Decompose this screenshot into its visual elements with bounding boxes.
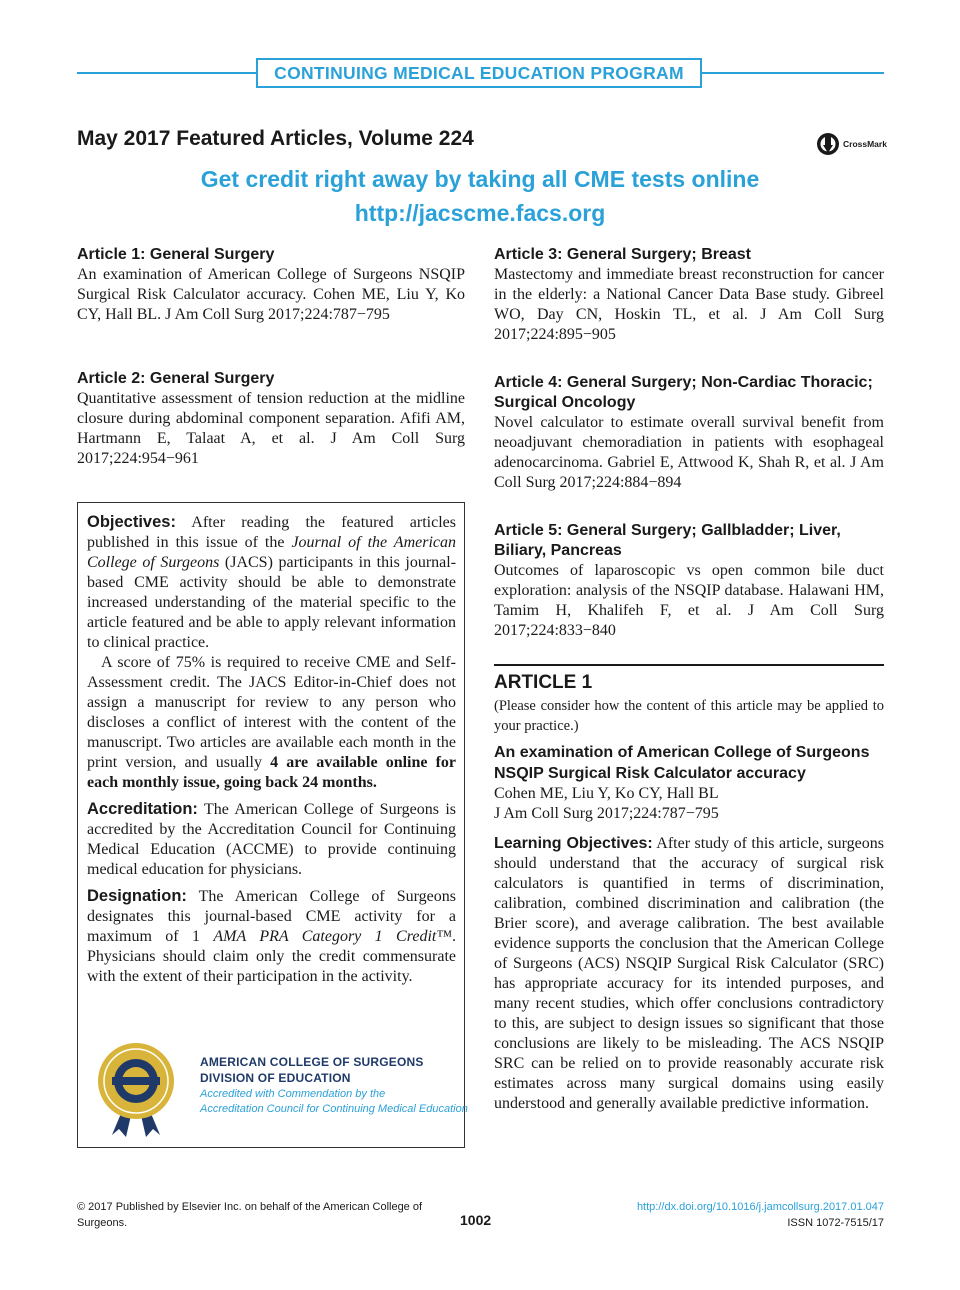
score-bold-text: 4 are available online for each monthly issue, going back 24 months. [87,754,457,791]
score-paragraph [87,653,456,793]
issn: ISSN 1072-7515/17 [787,1217,884,1229]
section-divider [494,664,884,666]
designation-text-1: The American College of Surgeons designates this journal-based CME activity for a maximum of 1 [87,888,456,945]
acs-line-2: DIVISION OF EDUCATION [200,1071,351,1085]
article-citation: Outcomes of laparoscopic vs open common bile duct exploration: analysis of the NSQIP database. Halawani HM, Tamim H, Khalifeh F, et al. J Am Coll Surg 2017;224:833−840 [494,562,884,639]
objectives-label: Objectives: [87,513,176,531]
designation-credit: AMA PRA Category 1 Credit™ [213,928,453,945]
program-banner: CONTINUING MEDICAL EDUCATION PROGRAM [256,58,702,88]
objectives-paragraph [87,512,456,653]
article-citation: Mastectomy and immediate breast reconstruction for cancer in the elderly: a National Cancer Data Base study. Gibreel WO, Day CN, Hoskin TL, et al. J Am Coll Surg 2017;224:895−905 [494,266,884,343]
accreditation-paragraph [87,799,456,880]
learning-objectives-text: After study of this article, surgeons should understand that the accuracy of surgical risk calculators is quantified in terms of discrimination, calibration, combined discrimination and calibration (the Brier score), and average calibration. The best available evidence supports the conclusion that the American College of Surgeons (ACS) NSQIP Surgical Risk Calculator (SRC) has appropriate accuracy for its intended purposes, and many recent studies, which offer conclusions contradictory to this, are subject to design issues so significant that those conclusions are likely to be misleading. The ACS NSQIP SRC can be relied on to provide reasonably accurate risk estimates across many surgical domains using easily understood and generally available predictive information. [494,835,884,1112]
doi-link[interactable]: http://dx.doi.org/10.1016/j.jamcollsurg.2017.01.047 [636,1201,884,1213]
accme-seal-icon [84,1041,188,1139]
acs-division-name [200,1054,424,1086]
article-1-citation: J Am Coll Surg 2017;224:787−795 [494,805,719,822]
acs-line-1: AMERICAN COLLEGE OF SURGEONS [200,1055,424,1069]
article-summary-3 [494,245,884,345]
cme-text-block [87,512,456,987]
learning-objectives-label: Learning Objectives: [494,835,653,852]
article-summary-1 [77,245,465,325]
crossmark-badge[interactable] [816,132,887,156]
footer-copyright: © 2017 Published by Elsevier Inc. on behalf of the American College of Surgeons. [77,1201,423,1229]
learning-objectives-paragraph [494,834,884,1114]
acs-line-3: Accredited with Commendation by the [200,1088,386,1100]
article-1-authors: Cohen ME, Liu Y, Ko CY, Hall BL [494,785,719,802]
score-text: A score of 75% is required to receive CME and Self-Assessment credit. The JACS Editor-in-Chief does not assign a manuscript for review to any person who discloses a conflict of interest with the content of the manuscript. Two articles are available each month in the print version, and usually [87,654,456,771]
objectives-text-2: (JACS) participants in this journal-based CME activity should be able to demonstrate increased understanding of the material specific to the article featured and be able to apply relevant information to clinical practice. [87,554,457,651]
page-number: 1002 [460,1212,492,1228]
article-heading: Article 3: General Surgery; Breast [494,246,751,263]
article-1-title: An examination of American College of Surgeons NSQIP Surgical Risk Calculator accuracy [494,744,870,782]
article-1-note: (Please consider how the content of this article may be applied to your practice.) [494,698,884,734]
objectives-text-1: After reading the featured articles published in this issue of the [87,514,456,551]
designation-text-2: . Physicians should claim only the credit commensurate with the extent of their participation in the activity. [87,928,457,985]
article-1-label: ARTICLE 1 [494,672,593,693]
promo-line: Get credit right away by taking all CME tests online [200,166,760,192]
header-rule-right [700,72,884,74]
article-summary-5 [494,521,884,641]
designation-label: Designation: [87,887,187,905]
promo-url-link[interactable]: http://jacscme.facs.org [354,200,606,226]
accreditation-text: The American College of Surgeons is accredited by the Accreditation Council for Continuing Medical Education (ACCME) to provide continuing medical education for physicians. [87,801,456,878]
header-rule-left [77,72,258,74]
issue-title: May 2017 Featured Articles, Volume 224 [77,127,474,150]
article-heading: Article 4: General Surgery; Non-Cardiac Thoracic; Surgical Oncology [494,374,873,411]
acs-line-4: Accreditation Council for Continuing Medical Education [200,1103,468,1115]
crossmark-icon [816,132,840,156]
article-heading: Article 2: General Surgery [77,370,275,387]
accreditation-label: Accreditation: [87,800,198,818]
acs-accreditation-note [200,1087,468,1117]
article-citation: Novel calculator to estimate overall survival benefit from neoadjuvant chemoradiation in patients with esophageal adenocarcinoma. Gabriel E, Attwood K, Shah R, et al. J Am Coll Surg 2017;224:884−894 [494,414,884,491]
article-heading: Article 5: General Surgery; Gallbladder; Liver, Biliary, Pancreas [494,522,841,559]
designation-paragraph [87,886,456,987]
article-summary-4 [494,373,884,493]
article-heading: Article 1: General Surgery [77,246,275,263]
article-citation: Quantitative assessment of tension reduction at the midline closure during abdominal component separation. Afifi AM, Hartmann E, Talaat A, et al. J Am Coll Surg 2017;224:954−961 [77,390,465,467]
article-1-detail [494,742,884,1114]
journal-name: Journal of the American College of Surgeons [87,534,457,571]
crossmark-label: CrossMark [843,139,887,149]
article-citation: An examination of American College of Surgeons NSQIP Surgical Risk Calculator accuracy. Cohen ME, Liu Y, Ko CY, Hall BL. J Am Coll Surg 2017;224:787−795 [77,266,465,323]
article-summary-2 [77,369,465,469]
footer-right [560,1199,884,1231]
